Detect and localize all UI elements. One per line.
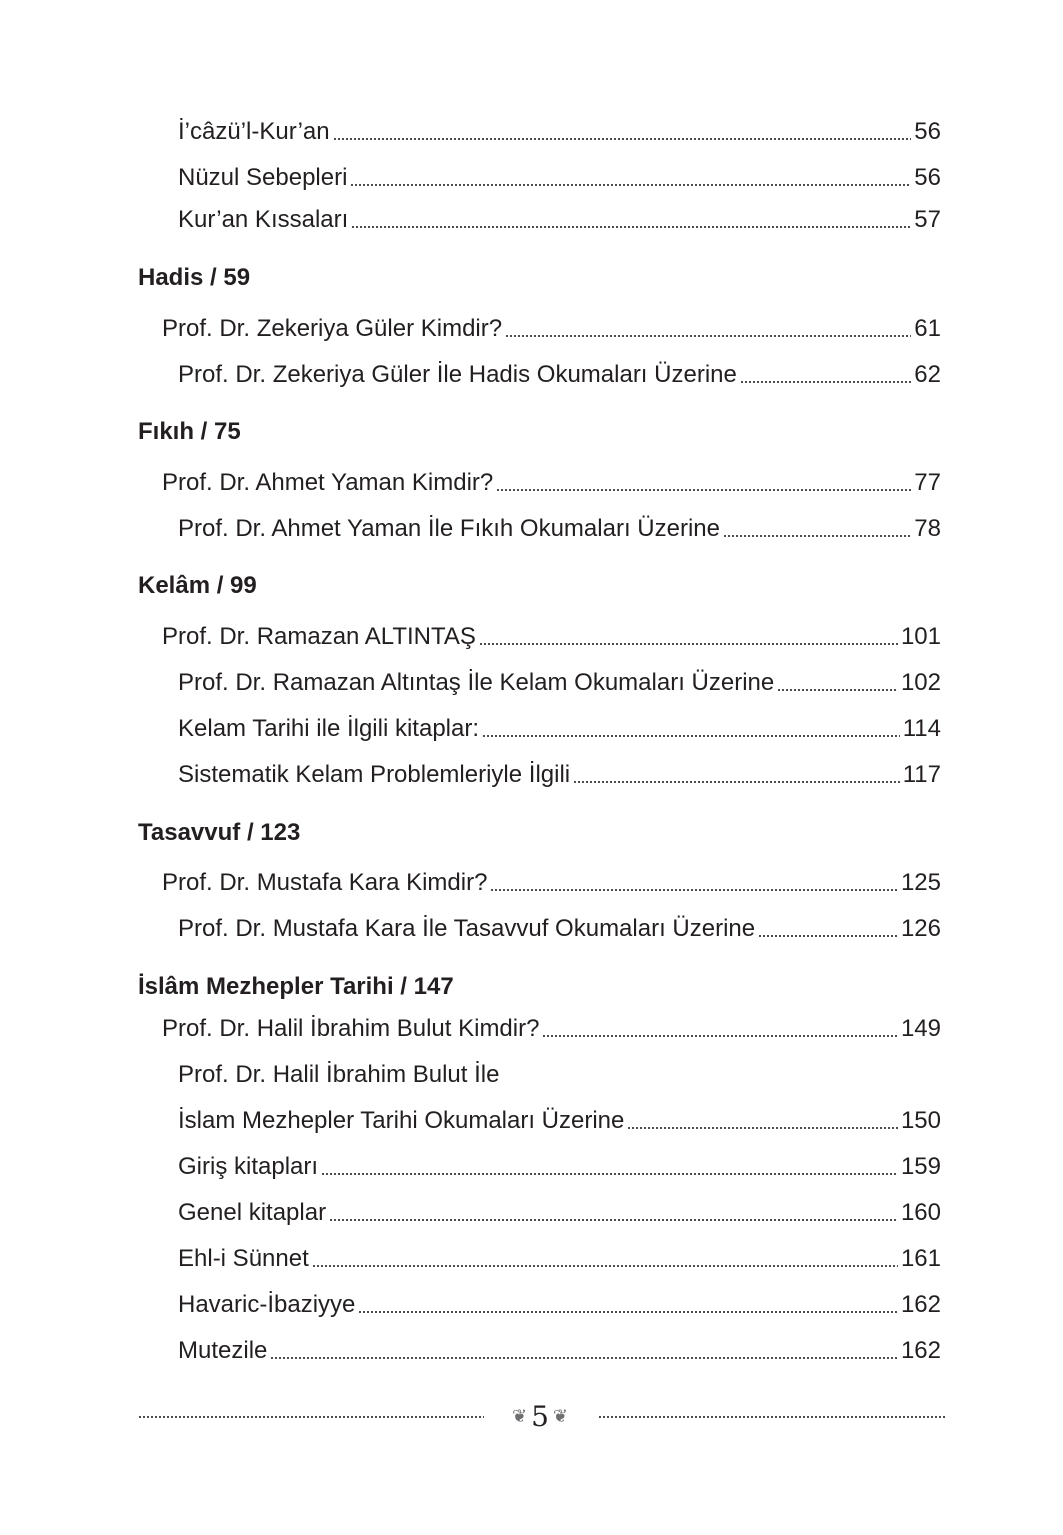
- dot-leader: [351, 226, 911, 228]
- ornament-right-icon: ❦: [552, 1405, 568, 1427]
- toc-entry-page: 125: [900, 869, 941, 896]
- toc-entry: [162, 617, 941, 651]
- toc-entry: [178, 355, 941, 389]
- dot-leader: [479, 643, 898, 645]
- toc-entry-title: Sistematik Kelam Problemleriyle İlgili: [178, 761, 571, 788]
- section-heading: İslâm Mezhepler Tarihi / 147: [138, 973, 454, 1000]
- toc-entry-title: Kelam Tarihi ile İlgili kitaplar:: [178, 715, 480, 742]
- toc-entry: [178, 200, 941, 234]
- toc-entry-page: 126: [900, 915, 941, 942]
- toc-entry-title: Nüzul Sebepleri: [178, 164, 348, 191]
- toc-entry-title: Prof. Dr. Zekeriya Güler Kimdir?: [162, 315, 503, 342]
- toc-entry-title: Prof. Dr. Ahmet Yaman Kimdir?: [162, 469, 494, 496]
- toc-entry-page: 114: [902, 715, 941, 742]
- toc-entry-page: 61: [914, 315, 941, 342]
- footer-rule-left: [138, 1416, 484, 1418]
- dot-leader: [758, 935, 898, 937]
- toc-entry: [178, 1331, 941, 1365]
- toc-entry-page: 162: [900, 1291, 941, 1318]
- toc-entry: [162, 463, 941, 497]
- ornament-left-icon: ❦: [511, 1405, 528, 1427]
- toc-entry-title: İ’câzü’l-Kur’an: [178, 118, 330, 145]
- footer-rule-right: [598, 1416, 945, 1418]
- toc-entry-title: Prof. Dr. Zekeriya Güler İle Hadis Okumaları Üzerine: [178, 361, 737, 388]
- section-heading: Fıkıh / 75: [138, 418, 241, 445]
- toc-entry-page: 56: [914, 164, 941, 191]
- toc-entry: [178, 1193, 941, 1227]
- dot-leader: [542, 1035, 898, 1037]
- dot-leader: [312, 1265, 898, 1267]
- toc-entry-title: Mutezile: [178, 1337, 268, 1364]
- toc-entry-page: 162: [900, 1337, 941, 1364]
- toc-entry-title: Havaric-İbaziyye: [178, 1291, 356, 1318]
- toc-entry: [178, 158, 941, 192]
- toc-entry: [178, 663, 941, 697]
- page-number: [500, 1396, 580, 1436]
- section-heading: Tasavvuf / 123: [138, 819, 301, 846]
- toc-entry: [162, 309, 941, 343]
- toc-entry: [178, 1101, 941, 1135]
- toc-entry-title: Giriş kitapları: [178, 1153, 319, 1180]
- toc-entry: [162, 1009, 941, 1043]
- dot-leader: [358, 1311, 898, 1313]
- toc-entry-title: İslam Mezhepler Tarihi Okumaları Üzerine: [178, 1107, 625, 1134]
- toc-entry-page: 149: [900, 1015, 941, 1042]
- toc-entry-title: Prof. Dr. Halil İbrahim Bulut Kimdir?: [162, 1015, 540, 1042]
- toc-entry-title: Prof. Dr. Mustafa Kara Kimdir?: [162, 869, 488, 896]
- dot-leader: [350, 184, 911, 186]
- toc-entry-page: 62: [914, 361, 941, 388]
- toc-entry-title: Kur’an Kıssaları: [178, 206, 349, 233]
- toc-entry: [178, 709, 941, 743]
- dot-leader: [627, 1127, 898, 1129]
- page-number-value: 5: [531, 1399, 549, 1433]
- toc-entry-title: Prof. Dr. Mustafa Kara İle Tasavvuf Okumaları Üzerine: [178, 915, 756, 942]
- section-heading: Kelâm / 99: [138, 572, 257, 599]
- toc-entry-title: Genel kitaplar: [178, 1199, 327, 1226]
- toc-entry-title: Ehl-i Sünnet: [178, 1245, 309, 1272]
- toc-entry-title: Prof. Dr. Ramazan ALTINTAŞ: [162, 623, 476, 650]
- toc-entry-page: 160: [900, 1199, 941, 1226]
- toc-entry-page: 102: [900, 669, 941, 696]
- toc-entry-page: 77: [914, 469, 941, 496]
- toc-entry-page: 101: [900, 623, 941, 650]
- toc-entry-page: 117: [902, 761, 941, 788]
- toc-entry-page: 159: [900, 1153, 941, 1180]
- toc-entry-page: 56: [914, 118, 941, 145]
- toc-entry-title: Prof. Dr. Halil İbrahim Bulut İle: [178, 1061, 500, 1088]
- dot-leader: [505, 335, 911, 337]
- dot-leader: [329, 1219, 898, 1221]
- dot-leader: [573, 781, 900, 783]
- toc-entry: [178, 1239, 941, 1273]
- toc-entry: [178, 909, 941, 943]
- dot-leader: [490, 889, 898, 891]
- toc-entry-title: Prof. Dr. Ramazan Altıntaş İle Kelam Okumaları Üzerine: [178, 669, 775, 696]
- toc-entry: [178, 755, 941, 789]
- toc-entry: [178, 509, 941, 543]
- section-heading: Hadis / 59: [138, 264, 251, 291]
- dot-leader: [496, 489, 911, 491]
- toc-entry: [178, 1147, 941, 1181]
- dot-leader: [777, 689, 898, 691]
- dot-leader: [723, 535, 911, 537]
- toc-entry: [178, 1285, 941, 1319]
- dot-leader: [333, 138, 912, 140]
- dot-leader: [482, 735, 900, 737]
- dot-leader: [321, 1173, 898, 1175]
- toc-entry-page: 57: [914, 206, 941, 233]
- toc-entry-page: 150: [900, 1107, 941, 1134]
- dot-leader: [270, 1357, 898, 1359]
- toc-entry: [162, 863, 941, 897]
- toc-entry: [178, 1055, 941, 1089]
- toc-entry: [178, 112, 941, 146]
- dot-leader: [740, 381, 911, 383]
- toc-entry-page: 78: [914, 515, 941, 542]
- toc-entry-title: Prof. Dr. Ahmet Yaman İle Fıkıh Okumaları Üzerine: [178, 515, 720, 542]
- toc-entry-page: 161: [900, 1245, 941, 1272]
